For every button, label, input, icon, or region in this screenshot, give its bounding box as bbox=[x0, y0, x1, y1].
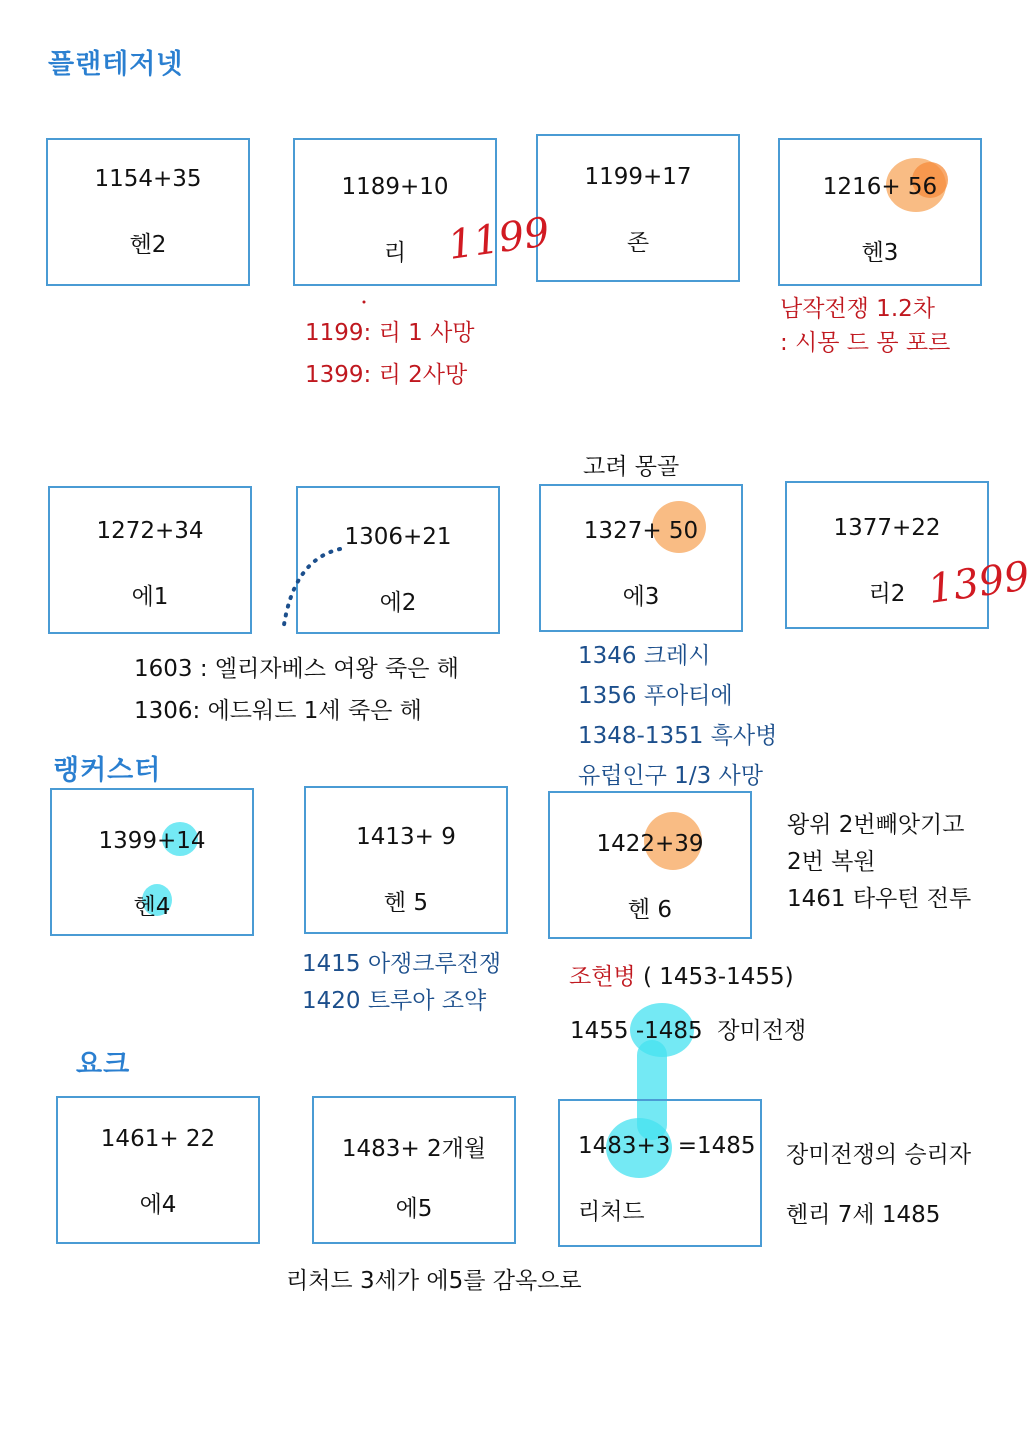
monarch-box bbox=[312, 1096, 516, 1244]
note-war-of-roses: 1455 -1485 장미전쟁 bbox=[570, 1018, 807, 1044]
note-towton: 1461 타우턴 전투 bbox=[787, 886, 972, 912]
monarch-box bbox=[56, 1096, 260, 1244]
reign-years: 1377+22 bbox=[833, 515, 941, 541]
monarch-name: 에1 bbox=[131, 584, 169, 610]
note-poitiers: 1356 푸아티에 bbox=[578, 683, 733, 709]
monarch-name: 존 bbox=[626, 230, 650, 256]
reign-years: 1272+34 bbox=[96, 518, 204, 544]
monarch-box bbox=[304, 786, 508, 934]
reign-years: 1483+ 2개월 bbox=[341, 1136, 487, 1162]
monarch-name: 에2 bbox=[379, 590, 417, 616]
monarch-name: 에5 bbox=[395, 1196, 433, 1222]
note-henry7: 헨리 7세 1485 bbox=[786, 1202, 941, 1228]
monarch-name: 리2 bbox=[868, 581, 906, 607]
monarch-name: 헨3 bbox=[861, 240, 899, 266]
monarch-name: 헨 6 bbox=[627, 897, 673, 923]
reign-years: 1483+3 =1485 bbox=[578, 1133, 756, 1159]
handwritten-year: 1399 bbox=[925, 553, 1033, 613]
monarch-name: 에3 bbox=[622, 584, 660, 610]
note-crecy: 1346 크레시 bbox=[578, 643, 711, 669]
reign-years: 1199+17 bbox=[584, 164, 692, 190]
note-goryeo-mongol: 고려 몽골 bbox=[583, 454, 680, 480]
note-richard1-death: 1199: 리 1 사망 bbox=[305, 320, 475, 346]
note-troyes: 1420 트루아 조약 bbox=[302, 988, 487, 1014]
reign-years: 1216+ 56 bbox=[822, 174, 938, 200]
note-agincourt: 1415 아쟁크루전쟁 bbox=[302, 951, 502, 977]
monarch-box bbox=[548, 791, 752, 939]
note-black-death: 1348-1351 흑사병 bbox=[578, 723, 778, 749]
section-heading-lancaster: 랭커스터 bbox=[53, 755, 162, 786]
note-joseon bbox=[569, 958, 794, 991]
reign-years: 1413+ 9 bbox=[356, 824, 456, 850]
monarch-name: 헨4 bbox=[133, 894, 171, 920]
reign-years: 1154+35 bbox=[94, 166, 202, 192]
monarch-name: 헨2 bbox=[129, 232, 167, 258]
monarch-box bbox=[48, 486, 252, 634]
monarch-name: 리처드 bbox=[578, 1199, 645, 1225]
note-roses-winner: 장미전쟁의 승리자 bbox=[786, 1142, 972, 1168]
monarch-name: 에4 bbox=[139, 1192, 177, 1218]
note-richard2-death: 1399: 리 2사망 bbox=[305, 362, 468, 388]
note-joseon-king: 조현병 bbox=[569, 964, 636, 990]
note-edward1: 1306: 에드워드 1세 죽은 해 bbox=[134, 698, 422, 724]
note-population: 유럽인구 1/3 사망 bbox=[578, 763, 763, 789]
monarch-name: 리 bbox=[383, 240, 407, 266]
reign-years: 1461+ 22 bbox=[100, 1126, 216, 1152]
note-throne-lost: 왕위 2번빼앗기고 bbox=[787, 812, 965, 838]
note-elizabeth: 1603 : 엘리자베스 여왕 죽은 해 bbox=[134, 656, 460, 682]
reign-years: 1422+39 bbox=[596, 831, 704, 857]
note-simon-de-montfort: : 시몽 드 몽 포르 bbox=[780, 330, 951, 356]
monarch-box bbox=[558, 1099, 762, 1247]
note-imprisonment: 리처드 3세가 에5를 감옥으로 bbox=[286, 1268, 582, 1294]
reign-years: 1399+14 bbox=[98, 828, 206, 854]
red-dot bbox=[363, 301, 366, 304]
monarch-box bbox=[296, 486, 500, 634]
handwritten-year: 1199 bbox=[445, 209, 553, 269]
note-joseon-years: ( 1453-1455) bbox=[635, 964, 794, 990]
section-heading-york: 요크 bbox=[76, 1049, 131, 1080]
monarch-name: 헨 5 bbox=[383, 890, 429, 916]
reign-years: 1306+21 bbox=[344, 524, 452, 550]
note-throne-restored: 2번 복원 bbox=[787, 849, 876, 875]
monarch-box bbox=[539, 484, 743, 632]
monarch-box bbox=[50, 788, 254, 936]
monarch-box bbox=[536, 134, 740, 282]
note-barons-war: 남작전쟁 1.2차 bbox=[780, 296, 935, 322]
section-heading-plantagenet: 플랜테저넷 bbox=[48, 49, 184, 80]
monarch-box bbox=[778, 138, 982, 286]
monarch-box bbox=[46, 138, 250, 286]
reign-years: 1189+10 bbox=[341, 174, 449, 200]
reign-years: 1327+ 50 bbox=[583, 518, 699, 544]
